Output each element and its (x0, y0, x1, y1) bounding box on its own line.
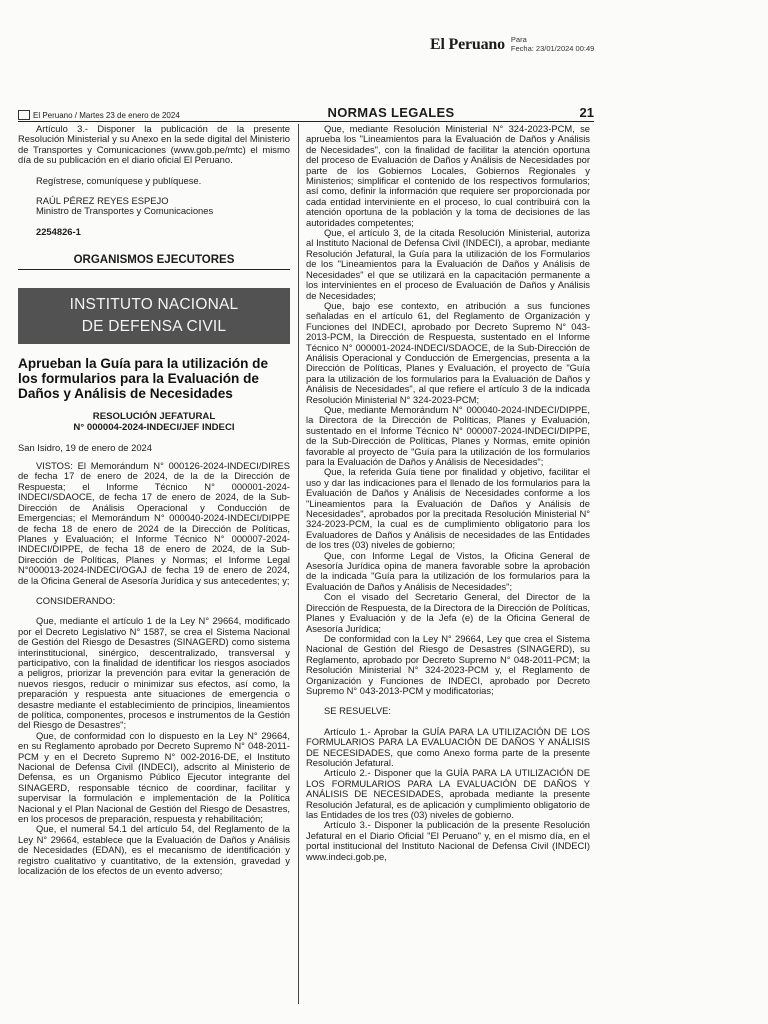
column-divider (298, 124, 299, 1004)
page-number: 21 (579, 105, 594, 120)
institution-banner (18, 288, 290, 344)
resolution-type: RESOLUCIÓN JEFATURAL (92, 410, 216, 422)
considerando-7: Que, mediante Memorándum N° 000040-2024-INDECI/DIPPE, la Directora de la Dirección de Políticas, Planes y Evaluación, sustentado en el Informe Técnico N° 000007-2024-INDECI/DIPPE, de la Sub-Dirección de Políticas, Planes y Normas, emite opinión favorable al proyecto de "Guía para la utilización de los formularios para la Evaluación de Daños y Análisis de Necesidades"; (306, 403, 590, 467)
signatory-name: RAÚL PÉREZ REYES ESPEJO (36, 195, 169, 207)
considerando-2: Que, de conformidad con lo dispuesto en la Ley N° 29664, en su Reglamento aprobado por Decreto Supremo N° 048-2011-PCM y en el Decreto Supremo N° 002-2016-DE, el Instituto Nacional de Defensa Civil (INDECI), adscrito al Ministerio de Defensa, es un Organismo Público Ejecutor integrante del SINAGERD, responsable técnico de coordinar, facilitar y supervisar la formulación e implementación de la Política Nacional y el Plan Nacional de Gestión del Riesgo de Desastres, en los procesos de preparación, respuesta y rehabilitación; (18, 729, 290, 825)
resolution-id: N° 000004-2024-INDECI/JEF INDECI (73, 421, 235, 433)
vistos-paragraph: VISTOS: El Memorándum N° 000126-2024-INDECI/DIRES de fecha 17 de enero de 2024, de la de la Dirección de Respuesta; el Informe Técnico N° 000001-2024-INDECI/SDAOCE, de fecha 17 de enero de 2024, de la Sub-Dirección de Análisis Operacional y Conducción de Emergencias; el Memorándum N° 000040-2024-INDECI/DIPPE de fecha 18 de enero de 2024 de la Dirección de Políticas, Planes y Evaluación; el Informe Técnico N° 000007-2024-INDECI/DIPPE, de fecha 18 de enero de 2024, de la Sub-Dirección de Políticas, Planes y Normas; el Informe Legal N°000013-2024-INDECI/OGAJ de fecha 19 de enero de 2024, de la Oficina General de Asesoría Jurídica y sus antecedentes; y; (18, 460, 290, 586)
considerando-1: Que, mediante el artículo 1 de la Ley N° 29664, modificado por el Decreto Legislativo N° 1587, se crea el Sistema Nacional de Gestión del Riesgo de Desastres (SINAGERD) como sistema interinstitucional, sinérgico, descentralizado, transversal y participativo, con la finalidad de identificar los riesgos asociados a peligros, priorizar la prevención para evitar la generación de nuevos riesgos, reducir o minimizar sus efectos, así como, la preparación y respuesta ante situaciones de emergencia o desastre mediante el establecimiento de principios, lineamientos de política, componentes, procesos e instrumentos de la Gestión del Riesgo de Desastres"; (18, 615, 290, 731)
section-heading: ORGANISMOS EJECUTORES (18, 255, 290, 269)
publication-stamp (430, 36, 594, 54)
considerando-9: Que, con Informe Legal de Vistos, la Oficina General de Asesoría Jurídica opina de manera favorable sobre la aprobación de la indicada "Guía para la utilización de los formularios para la Evaluación de Daños y Análisis de Necesidades"; (306, 549, 590, 592)
running-header (18, 102, 594, 122)
closing-formula: Regístrese, comuníquese y publíquese. (36, 174, 202, 186)
stamp-date: Fecha: 23/01/2024 00:49 (510, 43, 595, 53)
considerando-4: Que, mediante Resolución Ministerial N° 324-2023-PCM, se aprueba los "Lineamientos para la Evaluación de Daños y Análisis de Necesidades", con la finalidad de facilitar la atención oportuna del proceso de Evaluación de Daños y Análisis de Necesidades por parte de los Gobiernos Locales, Gobiernos Regionales y Ministerios; simplificar el contenido de los respectivos formularios; así como, definir la información que requiere ser proporcionada por cada entidad interviniente en el proceso, lo cual contribuirá con la atención oportuna de la población y la toma de decisiones de las autoridades competentes; (306, 123, 590, 228)
article-2: Artículo 2.- Disponer que la GUÍA PARA LA UTILIZACIÓN DE LOS FORMULARIOS PARA LA EVALUACIÓN DE DAÑOS Y ANÁLISIS DE NECESIDADES, aprobada mediante la presente Resolución Jefatural, es de aplicación y cumplimiento obligatorio de las Entidades de los tres (03) niveles de gobierno. (306, 767, 590, 820)
article-1: Artículo 1.- Aprobar la GUÍA PARA LA UTILIZACIÓN DE LOS FORMULARIOS PARA LA EVALUACIÓN DE DAÑOS Y ANÁLISIS DE NECESIDADES, que como Anexo forma parte de la presente Resolución Jefatural. (306, 725, 590, 768)
resolution-headline: Aprueban la Guía para la utilización de los formularios para la Evaluación de Daños y Análisis de Necesidades (18, 355, 269, 401)
article-3-previous: Artículo 3.- Disponer la publicación de la presente Resolución Ministerial y su Anexo en la sede digital del Ministerio de Transportes y Comunicaciones (www.gob.pe/mtc) el mismo día de su publicación en el diario oficial El Peruano. (18, 123, 290, 166)
stamp-meta (511, 36, 594, 53)
el-peruano-logo: El Peruano (430, 36, 505, 53)
header-section-title: NORMAS LEGALES (327, 105, 455, 120)
visado-paragraph: Con el visado del Secretario General, del Director de la Dirección de Respuesta, de la Directora de la Dirección de Políticas, Planes y Evaluación y de la Jefa (e) de la Oficina General de Asesoría Jurídica; (306, 591, 590, 634)
considerando-8: Que, la referida Guía tiene por finalidad y objetivo, facilitar el uso y dar las indicaciones para el llenado de los formularios para la Evaluación de Daños y Análisis de Necesidades conforme a los "Lineamientos para la Evaluación de Daños y Análisis de Necesidades", aprobados por la precitada Resolución Ministerial N° 324-2023-PCM, la cual es de cumplimiento obligatorio para los Evaluadores de Daños y Análisis de necesidades de las Entidades de los tres (03) niveles de gobierno; (306, 466, 590, 551)
signatory-role: Ministro de Transportes y Comunicaciones (36, 205, 214, 217)
crest-icon (18, 110, 30, 120)
legal-basis-paragraph: De conformidad con la Ley N° 29664, Ley que crea el Sistema Nacional de Gestión del Riesgo de Desastres (SINAGERD), su Reglamento, aprobado por Decreto Supremo N° 048-2011-PCM; la Resolución Ministerial N° 324-2023-PCM y, el Reglamento de Organización y Funciones de INDECI, aprobado por Decreto Supremo N° 043-2013-PCM y modificatorias; (306, 632, 590, 696)
resuelve-heading: SE RESUELVE: (324, 705, 392, 717)
document-code: 2254826-1 (36, 225, 81, 237)
article-3: Artículo 3.- Disponer la publicación de la presente Resolución Jefatural en el Diario Oficial "El Peruano" y, en el mismo día, en el portal institucional del Instituto Nacional de Defensa Civil (INDECI) www.indeci.gob.pe, (306, 819, 590, 862)
header-publication: El Peruano / Martes 23 de enero de 2024 (33, 110, 180, 120)
considerando-heading: CONSIDERANDO: (36, 594, 116, 606)
resolution-date: San Isidro, 19 de enero de 2024 (18, 441, 152, 453)
left-column (18, 124, 290, 877)
resolution-number (18, 411, 290, 433)
header-left (18, 110, 228, 120)
right-column (306, 124, 590, 862)
banner-line-2: DE DEFENSA CIVIL (81, 317, 227, 335)
banner-line-1: INSTITUTO NACIONAL (69, 295, 239, 313)
considerando-6: Que, bajo ese contexto, en atribución a sus funciones señaladas en el artículo 61, del Reglamento de Organización y Funciones del INDECI, aprobado por Decreto Supremo N° 043-2013-PCM, la Dirección de Respuesta, sustentado en el Informe Técnico N° 000001-2024-INDECI/SDAOCE, de la Sub-Dirección de Análisis Operacional y Conducción de Emergencias, presenta a la Dirección de Políticas, Planes y Evaluación, el proyecto de "Guía para la utilización de los formularios para la Evaluación de Daños y Análisis de Necesidades", al que refiere el artículo 3 de la indicada Resolución Ministerial N° 324-2023-PCM; (306, 299, 590, 405)
considerando-5: Que, el artículo 3, de la citada Resolución Ministerial, autoriza al Instituto Nacional de Defensa Civil (INDECI), a aprobar, mediante Resolución Jefatural, la Guía para la utilización de los Formularios de los "Lineamientos para la Evaluación de Daños y Análisis de Necesidades" el que se utilizará en la capacitación permanente a los intervinientes en el proceso de Evaluación de Daños y Análisis de Necesidades; (306, 227, 590, 301)
stamp-line-1: Para (510, 35, 527, 44)
considerando-3: Que, el numeral 54.1 del artículo 54, del Reglamento de la Ley N° 29664, establece que la Evaluación de Daños y Análisis de Necesidades (EDAN), es el mecanismo de identificación y registro cualitativo y cuantitativo, de la extensión, gravedad y localización de los efectos de un evento adverso; (18, 823, 290, 877)
